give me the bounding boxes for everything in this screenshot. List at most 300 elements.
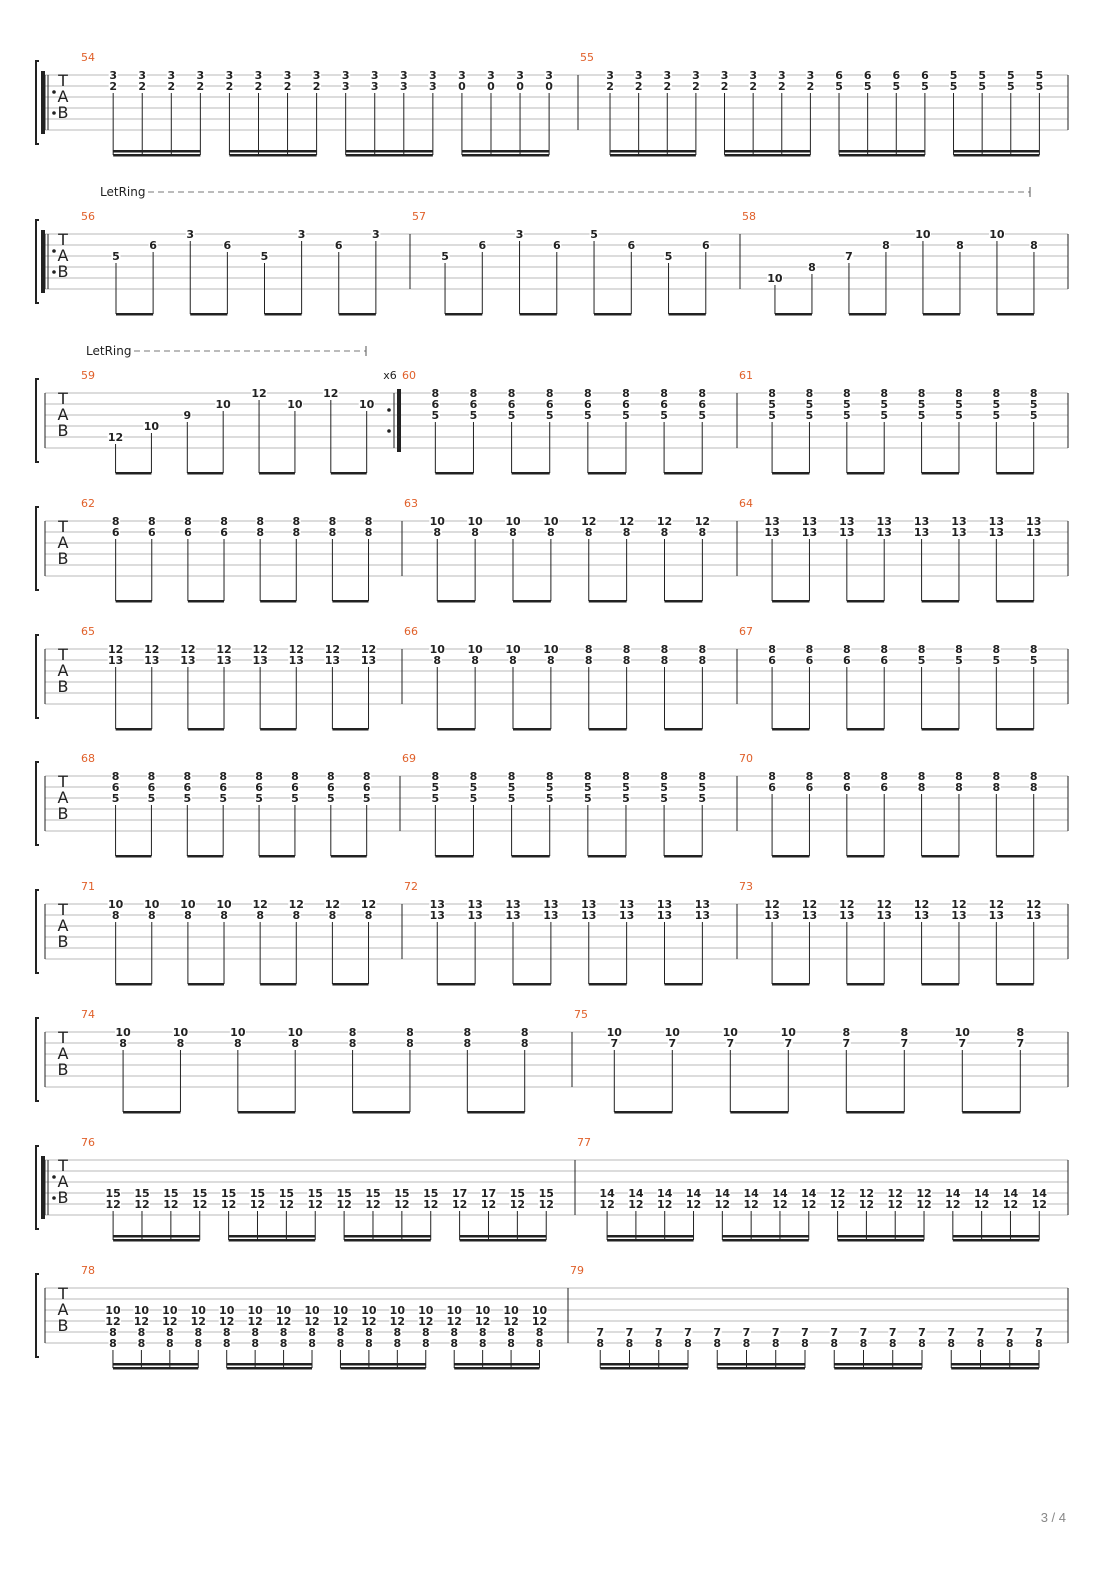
fret-number: 5 bbox=[955, 398, 963, 411]
fret-number: 3 bbox=[312, 69, 321, 82]
fret-number: 8 bbox=[859, 1337, 868, 1350]
fret-number: 2 bbox=[806, 80, 815, 93]
beam bbox=[116, 472, 152, 475]
system-bracket bbox=[36, 220, 39, 303]
fret-number: 12 bbox=[839, 898, 855, 911]
fret-number: 8 bbox=[520, 1026, 529, 1039]
measure-number: 61 bbox=[739, 369, 753, 382]
measure-number: 59 bbox=[81, 369, 95, 382]
fret-number: 8 bbox=[976, 1337, 985, 1350]
beam-secondary bbox=[454, 1363, 539, 1366]
fret-number: 8 bbox=[843, 643, 851, 656]
fret-number: 3 bbox=[283, 69, 292, 82]
measure-number: 65 bbox=[81, 625, 95, 638]
fret-number: 8 bbox=[109, 1326, 117, 1339]
fret-number: 8 bbox=[509, 654, 517, 667]
fret-number: 2 bbox=[254, 80, 263, 93]
fret-number: 12 bbox=[216, 643, 232, 656]
fret-number: 13 bbox=[1026, 515, 1042, 528]
fret-number: 13 bbox=[876, 515, 892, 528]
fret-number: 8 bbox=[882, 239, 890, 252]
fret-number: 12 bbox=[801, 898, 818, 911]
beam bbox=[520, 313, 557, 316]
fret-number: 13 bbox=[694, 909, 711, 922]
fret-number: 8 bbox=[328, 909, 337, 922]
measure-number: 73 bbox=[739, 880, 753, 893]
fret-number: 13 bbox=[764, 515, 780, 528]
beam bbox=[834, 1367, 922, 1370]
beam bbox=[227, 1367, 312, 1370]
fret-number: 7 bbox=[900, 1037, 909, 1050]
fret-number: 2 bbox=[138, 80, 147, 93]
fret-number: 12 bbox=[324, 643, 341, 656]
fret-number: 6 bbox=[220, 526, 228, 539]
fret-number: 8 bbox=[947, 1337, 956, 1350]
beam bbox=[953, 1239, 1039, 1242]
fret-number: 6 bbox=[701, 239, 710, 252]
fret-number: 2 bbox=[225, 80, 234, 93]
beam bbox=[838, 1239, 924, 1242]
fret-number: 8 bbox=[545, 387, 554, 400]
fret-number: 14 bbox=[599, 1187, 615, 1200]
fret-number: 5 bbox=[431, 781, 440, 794]
beam bbox=[954, 154, 1040, 157]
beam bbox=[665, 600, 703, 603]
fret-number: 8 bbox=[654, 1337, 663, 1350]
fret-number: 8 bbox=[955, 770, 963, 783]
fret-number: 7 bbox=[1005, 1326, 1014, 1339]
tab-clef-letter: A bbox=[57, 916, 69, 935]
fret-number: 8 bbox=[992, 781, 1001, 794]
fret-number: 3 bbox=[196, 69, 205, 82]
fret-number: 5 bbox=[917, 398, 926, 411]
fret-number: 7 bbox=[668, 1037, 677, 1050]
fret-number: 8 bbox=[109, 1337, 117, 1350]
beam bbox=[775, 313, 812, 316]
beam bbox=[664, 855, 702, 858]
fret-number: 8 bbox=[292, 909, 301, 922]
fret-number: 8 bbox=[291, 1037, 300, 1050]
fret-number: 7 bbox=[958, 1037, 967, 1050]
beam bbox=[467, 1111, 524, 1114]
fret-number: 12 bbox=[599, 1198, 615, 1211]
beam-secondary bbox=[951, 1363, 1039, 1366]
fret-number: 3 bbox=[720, 69, 729, 82]
fret-number: 8 bbox=[888, 1337, 897, 1350]
system-bracket bbox=[36, 762, 39, 845]
fret-number: 15 bbox=[163, 1187, 179, 1200]
fret-number: 12 bbox=[876, 898, 892, 911]
fret-number: 10 bbox=[107, 898, 124, 911]
fret-number: 8 bbox=[147, 515, 156, 528]
fret-number: 8 bbox=[622, 770, 630, 783]
fret-number: 12 bbox=[180, 643, 196, 656]
fret-number: 2 bbox=[196, 80, 205, 93]
fret-number: 7 bbox=[713, 1326, 722, 1339]
measure-number: 56 bbox=[81, 210, 95, 223]
fret-number: 8 bbox=[660, 643, 669, 656]
fret-number: 10 bbox=[467, 515, 483, 528]
fret-number: 8 bbox=[660, 654, 669, 667]
fret-number: 8 bbox=[1005, 1337, 1014, 1350]
fret-number: 5 bbox=[469, 409, 478, 422]
fret-number: 5 bbox=[545, 409, 554, 422]
fret-number: 8 bbox=[768, 643, 776, 656]
beam bbox=[331, 472, 367, 475]
fret-number: 8 bbox=[291, 770, 299, 783]
fret-number: 10 bbox=[418, 1304, 434, 1317]
measure-number: 58 bbox=[742, 210, 756, 223]
fret-number: 12 bbox=[945, 1198, 961, 1211]
fret-number: 5 bbox=[664, 250, 673, 263]
fret-number: 13 bbox=[764, 909, 780, 922]
fret-number: 12 bbox=[332, 1315, 349, 1328]
fret-number: 12 bbox=[324, 898, 341, 911]
fret-number: 3 bbox=[606, 69, 614, 82]
fret-number: 8 bbox=[1035, 1337, 1043, 1350]
tab-clef-letter: T bbox=[58, 772, 68, 791]
fret-number: 14 bbox=[1002, 1187, 1019, 1200]
fret-number: 10 bbox=[389, 1304, 405, 1317]
fret-number: 8 bbox=[137, 1337, 146, 1350]
fret-number: 8 bbox=[509, 526, 517, 539]
fret-number: 5 bbox=[622, 409, 630, 422]
measure-number: 67 bbox=[739, 625, 753, 638]
fret-number: 12 bbox=[764, 898, 780, 911]
fret-number: 14 bbox=[714, 1187, 730, 1200]
fret-number: 5 bbox=[590, 228, 598, 241]
beam-secondary bbox=[344, 1235, 431, 1238]
fret-number: 8 bbox=[308, 1326, 316, 1339]
fret-number: 13 bbox=[216, 654, 232, 667]
beam bbox=[188, 600, 224, 603]
measure-number: 70 bbox=[739, 752, 753, 765]
fret-number: 12 bbox=[304, 1315, 320, 1328]
fret-number: 3 bbox=[370, 80, 379, 93]
fret-number: 3 bbox=[429, 80, 437, 93]
fret-number: 5 bbox=[584, 409, 592, 422]
beam bbox=[123, 1111, 180, 1114]
fret-number: 3 bbox=[516, 69, 524, 82]
fret-number: 6 bbox=[111, 781, 120, 794]
fret-number: 8 bbox=[431, 387, 440, 400]
fret-number: 3 bbox=[370, 69, 379, 82]
fret-number: 13 bbox=[694, 898, 711, 911]
tab-clef-letter: A bbox=[57, 661, 69, 680]
fret-number: 5 bbox=[545, 792, 554, 805]
fret-number: 5 bbox=[431, 409, 440, 422]
repeat-start-thick bbox=[41, 230, 45, 293]
beam bbox=[339, 313, 376, 316]
fret-number: 13 bbox=[988, 526, 1004, 539]
fret-number: 13 bbox=[913, 909, 930, 922]
fret-number: 5 bbox=[992, 654, 1001, 667]
fret-number: 8 bbox=[220, 515, 228, 528]
fret-number: 12 bbox=[656, 515, 673, 528]
beam bbox=[847, 855, 884, 858]
fret-number: 6 bbox=[326, 781, 335, 794]
fret-number: 13 bbox=[505, 909, 521, 922]
beam-secondary bbox=[838, 1235, 924, 1238]
fret-number: 2 bbox=[606, 80, 614, 93]
fret-number: 12 bbox=[480, 1198, 497, 1211]
fret-number: 5 bbox=[507, 792, 516, 805]
fret-number: 12 bbox=[657, 1198, 673, 1211]
beam bbox=[259, 855, 295, 858]
fret-number: 8 bbox=[406, 1037, 414, 1050]
tab-clef-letter: T bbox=[58, 230, 68, 249]
fret-number: 12 bbox=[247, 1315, 263, 1328]
fret-number: 5 bbox=[1035, 80, 1044, 93]
repeat-dot bbox=[52, 1196, 56, 1200]
fret-number: 8 bbox=[1029, 643, 1038, 656]
fret-number: 3 bbox=[634, 69, 643, 82]
fret-number: 15 bbox=[192, 1187, 208, 1200]
fret-number: 5 bbox=[441, 250, 449, 263]
fret-number: 8 bbox=[364, 515, 373, 528]
fret-number: 3 bbox=[777, 69, 786, 82]
beam bbox=[113, 1239, 200, 1242]
fret-number: 3 bbox=[341, 69, 350, 82]
fret-number: 8 bbox=[365, 1326, 373, 1339]
fret-number: 8 bbox=[184, 909, 192, 922]
fret-number: 8 bbox=[222, 1326, 231, 1339]
fret-number: 12 bbox=[913, 898, 930, 911]
beam-secondary bbox=[229, 150, 316, 153]
fret-number: 7 bbox=[845, 250, 853, 263]
tab-clef-letter: T bbox=[58, 645, 68, 664]
beam bbox=[839, 154, 925, 157]
fret-number: 5 bbox=[880, 409, 889, 422]
fret-number: 8 bbox=[955, 781, 963, 794]
fret-number: 12 bbox=[288, 643, 304, 656]
fret-number: 10 bbox=[606, 1026, 622, 1039]
fret-number: 12 bbox=[694, 515, 711, 528]
fret-number: 13 bbox=[543, 898, 559, 911]
fret-number: 5 bbox=[992, 398, 1001, 411]
fret-number: 8 bbox=[326, 770, 335, 783]
beam bbox=[951, 1367, 1039, 1370]
repeat-end-thick bbox=[397, 389, 401, 452]
tab-clef-letter: B bbox=[57, 932, 69, 951]
beam bbox=[594, 313, 631, 316]
fret-number: 8 bbox=[450, 1326, 459, 1339]
fret-number: 2 bbox=[283, 80, 292, 93]
repeat-dot bbox=[52, 90, 56, 94]
fret-number: 14 bbox=[743, 1187, 759, 1200]
fret-number: 6 bbox=[584, 398, 592, 411]
beam-secondary bbox=[346, 150, 433, 153]
repeat-dot bbox=[52, 249, 56, 253]
fret-number: 12 bbox=[772, 1198, 788, 1211]
fret-number: 8 bbox=[535, 1337, 544, 1350]
fret-number: 10 bbox=[247, 1304, 263, 1317]
fret-number: 3 bbox=[254, 69, 263, 82]
fret-number: 5 bbox=[978, 80, 986, 93]
measure-number: 60 bbox=[402, 369, 416, 382]
fret-number: 8 bbox=[364, 526, 373, 539]
tab-clef-letter: T bbox=[58, 1028, 68, 1047]
beam bbox=[665, 983, 703, 986]
fret-number: 8 bbox=[771, 1337, 780, 1350]
fret-number: 10 bbox=[989, 228, 1005, 241]
fret-number: 5 bbox=[112, 250, 120, 263]
beam bbox=[116, 855, 152, 858]
beam bbox=[513, 600, 551, 603]
fret-number: 8 bbox=[917, 770, 926, 783]
fret-number: 8 bbox=[463, 1026, 472, 1039]
beam bbox=[454, 1367, 539, 1370]
fret-number: 6 bbox=[478, 239, 487, 252]
tab-clef-letter: A bbox=[57, 788, 69, 807]
fret-number: 12 bbox=[192, 1198, 208, 1211]
fret-number: 13 bbox=[252, 654, 268, 667]
fret-number: 5 bbox=[147, 792, 156, 805]
fret-number: 12 bbox=[581, 515, 597, 528]
beam bbox=[922, 472, 959, 475]
fret-number: 8 bbox=[184, 515, 192, 528]
beam-secondary bbox=[227, 1363, 312, 1366]
fret-number: 10 bbox=[230, 1026, 246, 1039]
fret-number: 8 bbox=[256, 515, 264, 528]
beam bbox=[847, 983, 884, 986]
fret-number: 5 bbox=[622, 781, 630, 794]
fret-number: 6 bbox=[147, 526, 156, 539]
fret-number: 12 bbox=[105, 1315, 121, 1328]
beam bbox=[996, 855, 1033, 858]
fret-number: 17 bbox=[451, 1187, 468, 1200]
fret-number: 15 bbox=[220, 1187, 237, 1200]
beam bbox=[665, 728, 703, 731]
fret-number: 8 bbox=[292, 526, 301, 539]
fret-number: 12 bbox=[360, 898, 377, 911]
fret-number: 13 bbox=[1026, 526, 1042, 539]
fret-number: 8 bbox=[406, 1026, 414, 1039]
fret-number: 10 bbox=[162, 1304, 178, 1317]
beam bbox=[332, 983, 368, 986]
fret-number: 5 bbox=[835, 80, 843, 93]
fret-number: 8 bbox=[992, 643, 1001, 656]
beam bbox=[664, 472, 702, 475]
system-bracket bbox=[36, 61, 39, 144]
fret-number: 6 bbox=[334, 239, 343, 252]
fret-number: 6 bbox=[183, 781, 192, 794]
beam bbox=[116, 313, 153, 316]
fret-number: 12 bbox=[714, 1198, 730, 1211]
fret-number: 8 bbox=[433, 526, 442, 539]
fret-number: 8 bbox=[698, 770, 707, 783]
beam bbox=[588, 472, 626, 475]
fret-number: 12 bbox=[251, 387, 267, 400]
fret-number: 15 bbox=[365, 1187, 381, 1200]
fret-number: 8 bbox=[584, 643, 593, 656]
tab-clef-letter: B bbox=[57, 421, 69, 440]
fret-number: 5 bbox=[255, 792, 263, 805]
beam bbox=[589, 600, 627, 603]
fret-number: 7 bbox=[654, 1326, 663, 1339]
fret-number: 14 bbox=[772, 1187, 788, 1200]
fret-number: 8 bbox=[308, 1337, 316, 1350]
beam-secondary bbox=[462, 150, 549, 153]
fret-number: 6 bbox=[805, 781, 814, 794]
beam bbox=[260, 728, 296, 731]
fret-number: 6 bbox=[863, 69, 872, 82]
fret-number: 3 bbox=[749, 69, 757, 82]
fret-number: 14 bbox=[945, 1187, 961, 1200]
fret-number: 5 bbox=[863, 80, 872, 93]
repeat-dot bbox=[52, 270, 56, 274]
measure-number: 68 bbox=[81, 752, 95, 765]
fret-number: 3 bbox=[545, 69, 553, 82]
fret-number: 15 bbox=[134, 1187, 150, 1200]
repeat-dot bbox=[52, 1175, 56, 1179]
fret-number: 8 bbox=[801, 1337, 809, 1350]
fret-number: 17 bbox=[480, 1187, 497, 1200]
fret-number: 2 bbox=[634, 80, 643, 93]
fret-number: 5 bbox=[431, 792, 440, 805]
fret-number: 5 bbox=[921, 80, 929, 93]
fret-number: 8 bbox=[166, 1337, 174, 1350]
fret-number: 8 bbox=[955, 643, 963, 656]
fret-number: 6 bbox=[223, 239, 232, 252]
fret-number: 10 bbox=[664, 1026, 680, 1039]
fret-number: 15 bbox=[394, 1187, 410, 1200]
fret-number: 10 bbox=[361, 1304, 377, 1317]
fret-number: 13 bbox=[429, 898, 445, 911]
fret-number: 8 bbox=[547, 654, 555, 667]
beam bbox=[260, 600, 296, 603]
beam bbox=[996, 983, 1033, 986]
fret-number: 8 bbox=[365, 1337, 373, 1350]
fret-number: 7 bbox=[610, 1037, 619, 1050]
fret-number: 5 bbox=[949, 80, 958, 93]
fret-number: 8 bbox=[431, 770, 440, 783]
fret-number: 13 bbox=[876, 909, 892, 922]
fret-number: 12 bbox=[829, 1198, 846, 1211]
fret-number: 8 bbox=[684, 1337, 692, 1350]
fret-number: 8 bbox=[219, 770, 228, 783]
fret-number: 10 bbox=[190, 1304, 206, 1317]
fret-number: 8 bbox=[137, 1326, 146, 1339]
beam bbox=[229, 1239, 316, 1242]
beam bbox=[772, 600, 809, 603]
fret-number: 6 bbox=[805, 654, 814, 667]
fret-number: 6 bbox=[698, 398, 707, 411]
tab-clef-letter: B bbox=[57, 549, 69, 568]
fret-number: 8 bbox=[768, 770, 776, 783]
fret-number: 8 bbox=[348, 1026, 357, 1039]
fret-number: 3 bbox=[186, 228, 195, 241]
fret-number: 3 bbox=[109, 69, 117, 82]
fret-number: 12 bbox=[360, 643, 377, 656]
system-bracket bbox=[36, 379, 39, 462]
fret-number: 5 bbox=[183, 792, 192, 805]
tab-clef-letter: B bbox=[57, 1316, 69, 1335]
fret-number: 3 bbox=[297, 228, 306, 241]
fret-number: 12 bbox=[389, 1315, 405, 1328]
tab-clef-letter: T bbox=[58, 517, 68, 536]
beam bbox=[462, 154, 549, 157]
fret-number: 7 bbox=[888, 1326, 897, 1339]
measure-number: 72 bbox=[404, 880, 418, 893]
repeat-count: x6 bbox=[383, 369, 397, 382]
measure-number: 79 bbox=[570, 1264, 584, 1277]
fret-number: 5 bbox=[1029, 409, 1038, 422]
measure-number: 71 bbox=[81, 880, 95, 893]
fret-number: 13 bbox=[107, 654, 124, 667]
fret-number: 7 bbox=[859, 1326, 868, 1339]
fret-number: 5 bbox=[955, 654, 963, 667]
